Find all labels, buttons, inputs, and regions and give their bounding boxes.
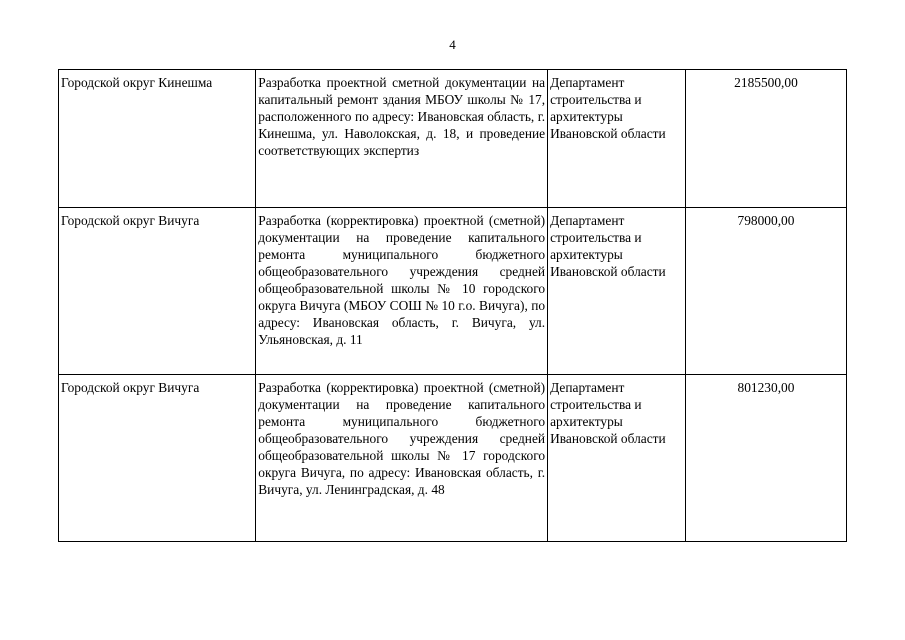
amount-cell: 798000,00 bbox=[685, 208, 846, 375]
municipality-cell: Городской округ Вичуга bbox=[59, 375, 256, 542]
municipality-cell: Городской округ Вичуга bbox=[59, 208, 256, 375]
work-description-cell: Разработка (корректировка) проектной (сметной) документации на проведение капитального ремонта муниципального бюджетного общеобразовательного учреждения средней общеобразовательной школы № 17 городского округа Вичуга, по адресу: Ивановская область, г. Вичуга, ул. Ленинградская, д. 48 bbox=[256, 375, 548, 542]
work-description-cell: Разработка (корректировка) проектной (сметной) документации на проведение капитального ремонта муниципального бюджетного общеобразовательного учреждения средней общеобразовательной школы № 10 городского округа Вичуга (МБОУ СОШ № 10 г.о. Вичуга), по адресу: Ивановская область, г. Вичуга, ул. Ульяновская, д. 11 bbox=[256, 208, 548, 375]
amount-cell: 2185500,00 bbox=[685, 70, 846, 208]
amount-cell: 801230,00 bbox=[685, 375, 846, 542]
funding-table bbox=[58, 69, 847, 542]
table-row bbox=[59, 208, 847, 375]
page-number: 4 bbox=[449, 37, 456, 52]
municipality-cell: Городской округ Кинешма bbox=[59, 70, 256, 208]
table-row bbox=[59, 70, 847, 208]
department-cell: Департамент строительства и архитектуры Ивановской области bbox=[548, 208, 686, 375]
work-description-cell: Разработка проектной сметной документации на капитальный ремонт здания МБОУ школы № 17, расположенного по адресу: Ивановская область, г. Кинешма, ул. Наволокская, д. 18, и проведение соответствующих экспертиз bbox=[256, 70, 548, 208]
table-row bbox=[59, 375, 847, 542]
department-cell: Департамент строительства и архитектуры Ивановской области bbox=[548, 70, 686, 208]
department-cell: Департамент строительства и архитектуры Ивановской области bbox=[548, 375, 686, 542]
